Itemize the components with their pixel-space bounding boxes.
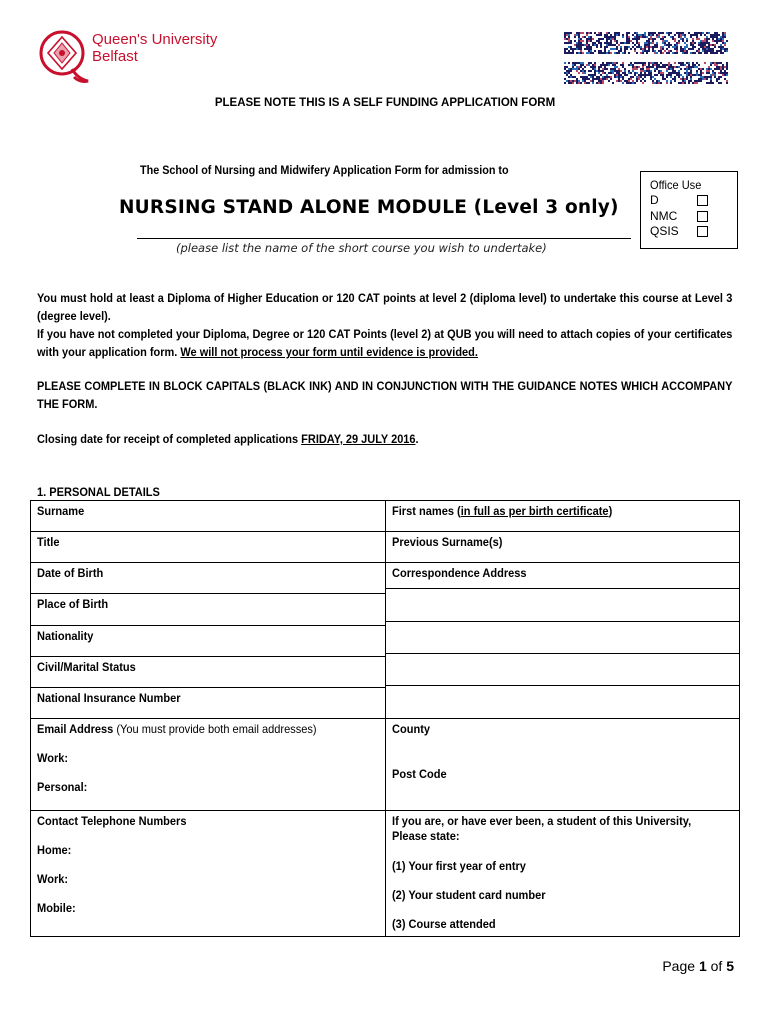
correspondence-address-label: Correspondence Address bbox=[392, 566, 527, 580]
office-use-checkbox-qsis[interactable] bbox=[697, 226, 708, 237]
requirement-paragraph-1: You must hold at least a Diploma of Higher Education or 120 CAT points at level 2 (diploma level) to undertake this course at Level 3 (degree level). bbox=[37, 291, 733, 323]
office-use-label-nmc: NMC bbox=[650, 208, 678, 223]
closing-date-value: FRIDAY, 29 JULY 2016 bbox=[301, 432, 416, 446]
correspondence-address-field[interactable] bbox=[386, 563, 740, 719]
office-use-label-d: D bbox=[650, 193, 659, 207]
closing-date-end: . bbox=[415, 432, 419, 446]
first-names-label bbox=[392, 504, 706, 518]
logo-line-1: Queen's University bbox=[92, 31, 218, 48]
phone-mobile-label: Mobile: bbox=[37, 901, 76, 915]
page-of-word: of bbox=[710, 958, 723, 974]
course-name-line bbox=[137, 238, 631, 239]
surname-field[interactable] bbox=[31, 501, 386, 532]
office-use-row-d bbox=[650, 193, 737, 209]
first-names-field[interactable] bbox=[386, 501, 740, 532]
date-of-birth-field[interactable] bbox=[31, 563, 386, 594]
requirement-paragraph-2 bbox=[37, 325, 732, 361]
civil-status-label: Civil/Marital Status bbox=[37, 660, 136, 674]
email-note: (You must provide both email addresses) bbox=[113, 722, 317, 736]
block-capitals-text: PLEASE COMPLETE IN BLOCK CAPITALS (BLACK INK) AND IN CONJUNCTION WITH THE GUIDANCE NOTES WHICH ACCOMPANY THE FORM. bbox=[37, 379, 733, 411]
email-label bbox=[37, 722, 352, 736]
entry-requirements bbox=[37, 289, 732, 361]
county-label: County bbox=[392, 722, 431, 736]
email-label-text: Email Address bbox=[37, 722, 114, 736]
office-use-row-qsis bbox=[650, 224, 737, 240]
email-personal-label: Personal: bbox=[37, 780, 88, 794]
closing-date-label: Closing date for receipt of completed applications bbox=[37, 432, 299, 446]
address-line[interactable] bbox=[386, 588, 739, 621]
self-funding-notice: PLEASE NOTE THIS IS A SELF FUNDING APPLICATION FORM bbox=[214, 97, 556, 109]
address-line[interactable] bbox=[386, 621, 739, 653]
evidence-warning: We will not process your form until evidence is provided. bbox=[180, 345, 478, 359]
page-total: 5 bbox=[726, 958, 734, 974]
course-name-hint: (please list the name of the short course you wish to undertake) bbox=[176, 241, 547, 255]
title-field[interactable] bbox=[31, 532, 386, 563]
page-word: Page bbox=[662, 958, 696, 974]
scan-barcode-icon bbox=[562, 28, 730, 86]
office-use-checkbox-d[interactable] bbox=[697, 195, 708, 206]
nationality-field[interactable] bbox=[31, 626, 386, 657]
office-use-heading: Office Use bbox=[650, 178, 702, 192]
course-attended-label: (3) Course attended bbox=[392, 917, 496, 931]
address-line[interactable] bbox=[386, 685, 739, 717]
requirement-paragraph-2-text: If you have not completed your Diploma, Degree or 120 CAT Points (level 2) at QUB you will need to attach copies of your certificates with your application form. bbox=[37, 327, 733, 359]
phone-work-label: Work: bbox=[37, 872, 69, 886]
contact-phone-label: Contact Telephone Numbers bbox=[37, 814, 187, 828]
office-use-checkbox-nmc[interactable] bbox=[697, 211, 708, 222]
title-label: Title bbox=[37, 535, 60, 549]
table-row bbox=[31, 532, 740, 563]
page-current: 1 bbox=[698, 958, 707, 974]
first-names-note: in full as per birth certificate bbox=[460, 504, 609, 518]
civil-status-field[interactable] bbox=[31, 657, 386, 688]
place-of-birth-label: Place of Birth bbox=[37, 597, 109, 611]
contact-phone-field[interactable] bbox=[31, 811, 386, 937]
office-use-box bbox=[640, 171, 738, 249]
email-field[interactable] bbox=[31, 719, 386, 811]
block-capitals-instruction bbox=[37, 377, 732, 413]
table-row bbox=[31, 811, 740, 937]
first-year-label: (1) Your first year of entry bbox=[392, 859, 526, 873]
form-intro: The School of Nursing and Midwifery Application Form for admission to bbox=[140, 163, 509, 177]
office-use-label-qsis: QSIS bbox=[650, 224, 679, 238]
university-logo bbox=[38, 27, 238, 87]
first-names-end: ) bbox=[608, 504, 613, 518]
post-code-label: Post Code bbox=[392, 767, 447, 781]
table-row bbox=[31, 719, 740, 811]
office-use-row-nmc bbox=[650, 209, 737, 225]
logo-line-2: Belfast bbox=[92, 48, 138, 65]
nationality-label: Nationality bbox=[37, 629, 94, 643]
personal-details-table bbox=[30, 500, 740, 937]
student-history-field[interactable] bbox=[386, 811, 740, 937]
closing-date-line bbox=[37, 430, 732, 448]
email-work-label: Work: bbox=[37, 751, 69, 765]
university-crest-icon bbox=[38, 27, 90, 87]
student-card-label: (2) Your student card number bbox=[392, 888, 546, 902]
phone-home-label: Home: bbox=[37, 843, 72, 857]
previous-surname-label: Previous Surname(s) bbox=[392, 535, 503, 549]
table-row bbox=[31, 501, 740, 532]
first-names-text: First names ( bbox=[392, 504, 461, 518]
surname-label: Surname bbox=[37, 504, 85, 518]
date-of-birth-label: Date of Birth bbox=[37, 566, 104, 580]
student-history-question: If you are, or have ever been, a student of this University, Please state: bbox=[392, 814, 692, 843]
section-title: 1. PERSONAL DETAILS bbox=[37, 485, 160, 499]
place-of-birth-field[interactable] bbox=[31, 594, 386, 626]
ni-number-field[interactable] bbox=[31, 688, 386, 719]
previous-surname-field[interactable] bbox=[386, 532, 740, 563]
county-postcode-field[interactable] bbox=[386, 719, 740, 811]
ni-number-label: National Insurance Number bbox=[37, 691, 181, 705]
module-title: NURSING STAND ALONE MODULE (Level 3 only) bbox=[119, 197, 619, 218]
page-number bbox=[662, 958, 734, 974]
table-row bbox=[31, 563, 740, 594]
address-line[interactable] bbox=[386, 653, 739, 685]
